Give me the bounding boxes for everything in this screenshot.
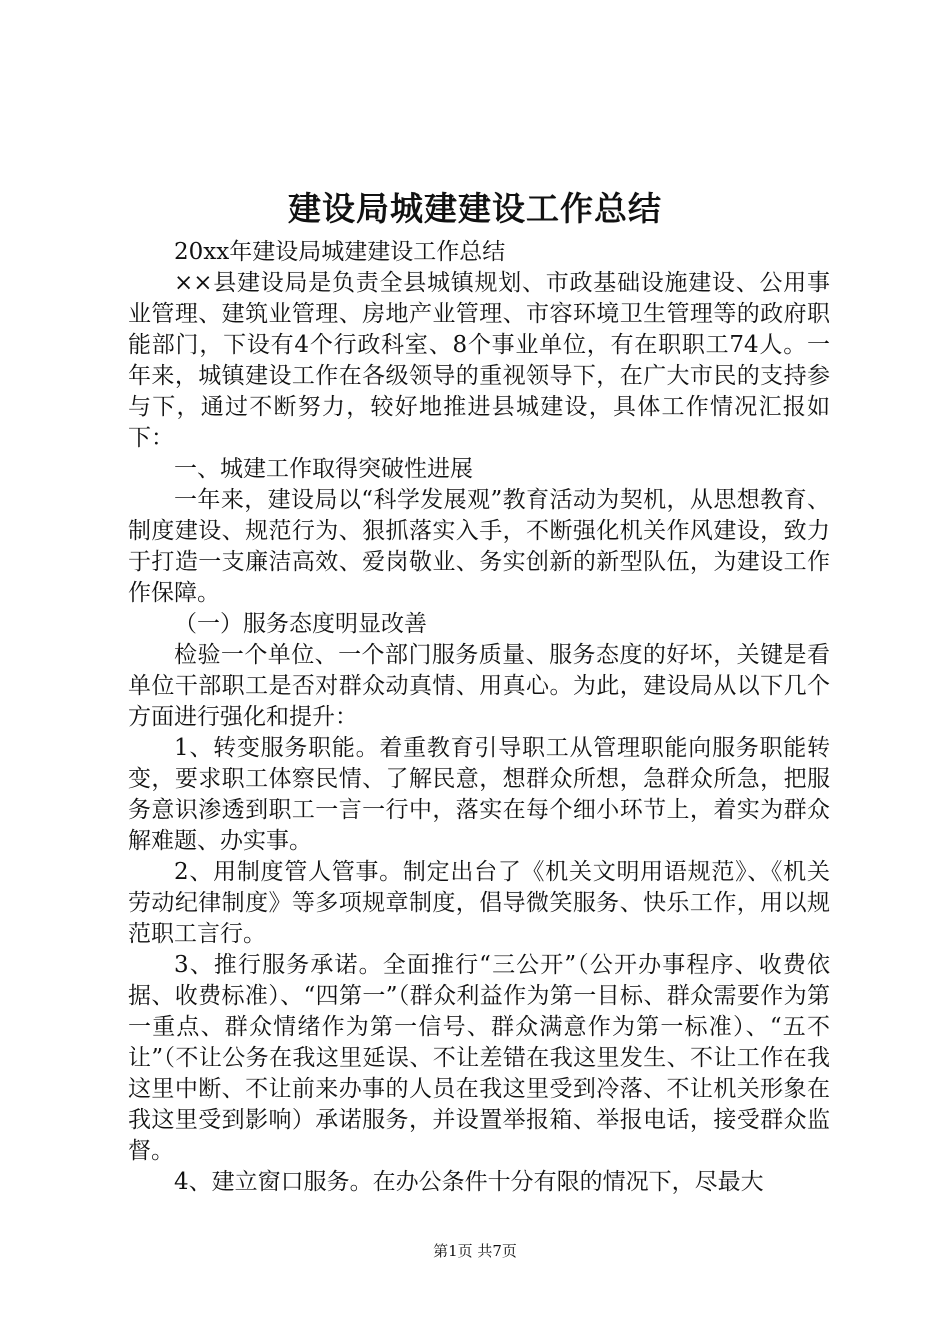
list-item-4: 4、建立窗口服务。在办公条件十分有限的情况下，尽最大 — [174, 1169, 764, 1195]
paragraph-section-1: 一年来，建设局以“科学发展观”教育活动为契机，从思想教育、制度建设、规范行为、狠抓落实入手，不断强化机关作风建设，致力于打造一支廉洁高效、爱岗敬业、务实创新的新型队伍，为建设工作作保障。 — [128, 487, 830, 606]
paragraph-subtitle: 20xx年建设局城建建设工作总结 — [174, 239, 506, 265]
list-item-1: 1、转变服务职能。着重教育引导职工从管理职能向服务职能转变，要求职工体察民情、了解民意，想群众所想，急群众所急，把服务意识渗透到职工一言一行中，落实在每个细小环节上，着实为群众解难题、办实事。 — [128, 735, 830, 854]
subsection-heading-1: （一）服务态度明显改善 — [174, 611, 427, 637]
document-title: 建设局城建建设工作总结 — [288, 189, 662, 228]
paragraph-intro: ××县建设局是负责全县城镇规划、市政基础设施建设、公用事业管理、建筑业管理、房地产业管理、市容环境卫生管理等的政府职能部门，下设有4个行政科室、8个事业单位，有在职职工74人。一年来，城镇建设工作在各级领导的重视领导下，在广大市民的支持参与下，通过不断努力，较好地推进县城建设，具体工作情况汇报如下： — [128, 270, 830, 451]
paragraph-subsection-1: 检验一个单位、一个部门服务质量、服务态度的好坏，关键是看单位干部职工是否对群众动真情、用真心。为此，建设局从以下几个方面进行强化和提升： — [128, 642, 830, 730]
page-number-footer: 第1页 共7页 — [433, 1242, 517, 1260]
list-item-2: 2、用制度管人管事。制定出台了《机关文明用语规范》、《机关劳动纪律制度》等多项规章制度，倡导微笑服务、快乐工作，用以规范职工言行。 — [128, 859, 830, 947]
list-item-3: 3、推行服务承诺。全面推行“三公开”（公开办事程序、收费依据、收费标准）、“四第一”（群众利益作为第一目标、群众需要作为第一重点、群众情绪作为第一信号、群众满意作为第一标准）、“五不让”（不让公务在我这里延误、不让差错在我这里发生、不让工作在我这里中断、不让前来办事的人员在我这里受到冷落、不让机关形象在我这里受到影响）承诺服务，并设置举报箱、举报电话，接受群众监督。 — [128, 952, 830, 1164]
section-heading-1: 一、城建工作取得突破性进展 — [174, 456, 473, 482]
document-body — [128, 237, 830, 1198]
